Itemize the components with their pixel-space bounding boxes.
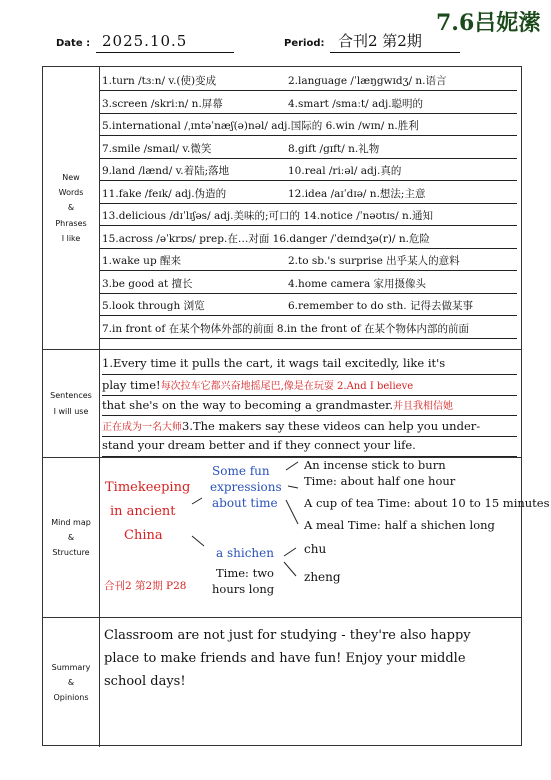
sentence-text: that she's on the way to becoming a grandmaster. bbox=[102, 398, 394, 412]
vocab-entry: 9.land /lænd/ v.着陆;落地 bbox=[102, 165, 230, 177]
vocab-label bbox=[43, 67, 100, 349]
vocab-entry: 5.international /ˌɪntəˈnæʃ(ə)nəl/ adj.国际的 6.win /wɪn/ n.胜利 bbox=[102, 120, 419, 132]
vocab-entry: 8.gift /gɪft/ n.礼物 bbox=[288, 142, 380, 155]
vocab-content bbox=[100, 67, 521, 349]
mindmap-branch-shichen: a shichen bbox=[216, 546, 274, 560]
sentence-translation: 正在成为一名大师 bbox=[102, 421, 182, 433]
summary-label-line: Opinions bbox=[53, 693, 89, 703]
vocab-entry: 7.smile /smaɪl/ v.微笑 bbox=[102, 142, 212, 155]
mindmap-branch-expressions: Some fun bbox=[212, 464, 270, 478]
vocab-label-line: I like bbox=[61, 233, 81, 243]
connector bbox=[288, 486, 298, 488]
mindmap-leaf: hours long bbox=[212, 582, 275, 596]
mindmap-label bbox=[43, 458, 100, 617]
vocab-label-line: New bbox=[62, 173, 80, 183]
vocab-line bbox=[100, 253, 517, 271]
vocab-row bbox=[43, 67, 521, 349]
vocab-line bbox=[100, 96, 517, 114]
vocab-line bbox=[100, 231, 517, 249]
vocab-entry: 7.in front of 在某个物体外部的前面 8.in the front of 在某个物体内部的前面 bbox=[102, 322, 470, 335]
summary-label bbox=[43, 618, 100, 747]
mindmap-row bbox=[43, 457, 550, 617]
connector bbox=[192, 536, 204, 546]
mindmap-topic: in ancient bbox=[110, 504, 176, 519]
vocab-entry: 6.remember to do sth. 记得去做某事 bbox=[288, 300, 473, 312]
mindmap-leaf: An incense stick to burn bbox=[304, 458, 446, 472]
sentence-line bbox=[102, 397, 517, 416]
worksheet-table bbox=[42, 66, 550, 746]
summary-row bbox=[43, 617, 521, 747]
mindmap-leaf: Time: about half one hour bbox=[304, 474, 456, 488]
period-label: Period: bbox=[284, 38, 325, 49]
connector bbox=[286, 462, 298, 470]
vocab-entry: 15.across /əˈkrɒs/ prep.在…对面 16.danger /ˈdeɪndʒə(r)/ n.危险 bbox=[102, 232, 430, 245]
mindmap-label-line: Mind map bbox=[51, 517, 91, 527]
vocab-entry: 3.screen /skriːn/ n.屏幕 bbox=[102, 97, 223, 110]
vocab-entry: 1.wake up 醒来 bbox=[102, 255, 182, 267]
vocab-line bbox=[100, 163, 517, 181]
sentences-label-line: I will use bbox=[53, 406, 89, 416]
mindmap-branch-expressions: about time bbox=[212, 496, 278, 510]
sentence-line bbox=[102, 418, 517, 437]
date-label: Date : bbox=[56, 38, 91, 49]
vocab-label-line: & bbox=[67, 203, 75, 213]
sentences-row bbox=[43, 349, 521, 457]
mindmap-topic: China bbox=[124, 528, 163, 543]
vocab-entry: 11.fake /feɪk/ adj.伪造的 bbox=[102, 187, 227, 200]
vocab-label-line: Words bbox=[58, 188, 84, 198]
sentence-text: stand your dream better and if they connect your life. bbox=[102, 438, 416, 452]
vocab-line bbox=[100, 208, 517, 226]
vocab-entry: 2.language /ˈlæŋgwɪdʒ/ n.语言 bbox=[288, 75, 447, 87]
vocab-entry: 3.be good at 擅长 bbox=[102, 277, 193, 290]
summary-text: Classroom are not just for studying - they're also happy place to make friends and have fun! Enjoy your middle school days! bbox=[104, 628, 471, 689]
connector bbox=[284, 562, 296, 576]
sentence-line bbox=[102, 356, 517, 375]
mindmap-label-line: Structure bbox=[52, 548, 90, 558]
sentences-content bbox=[100, 350, 521, 457]
date-value: 2025.10.5 bbox=[102, 32, 188, 50]
vocab-line bbox=[100, 298, 517, 316]
vocab-entry: 4.smart /smaːt/ adj.聪明的 bbox=[288, 97, 424, 110]
connector bbox=[284, 548, 296, 556]
connector bbox=[192, 498, 202, 504]
mindmap-label-line: & bbox=[67, 532, 75, 542]
vocab-entry: 2.to sb.'s surprise 出乎某人的意料 bbox=[288, 255, 460, 267]
vocab-entry: 12.idea /aɪˈdɪə/ n.想法;主意 bbox=[288, 187, 426, 200]
vocab-line bbox=[100, 321, 517, 339]
vocab-entry: 13.delicious /dɪˈlɪʃəs/ adj.美味的;可口的 14.notice /ˈnəʊtɪs/ n.通知 bbox=[102, 210, 434, 222]
sentence-line bbox=[102, 438, 517, 457]
vocab-line bbox=[100, 186, 517, 204]
sentence-translation: 每次拉车它都兴奋地摇尾巴,像是在玩耍 2.And I believe bbox=[160, 380, 414, 392]
vocab-entry: 10.real /riːəl/ adj.真的 bbox=[288, 165, 402, 177]
summary-label-line: & bbox=[67, 677, 75, 687]
vocab-line bbox=[100, 141, 517, 159]
mindmap-content bbox=[100, 458, 550, 617]
mindmap-leaf: A meal Time: half a shichen long bbox=[304, 518, 495, 532]
connector bbox=[286, 500, 298, 524]
mindmap-connectors bbox=[100, 458, 520, 618]
date-underline bbox=[96, 52, 234, 53]
sentences-label bbox=[43, 350, 100, 457]
mindmap-leaf: zheng bbox=[304, 570, 341, 584]
period-underline bbox=[330, 52, 460, 53]
vocab-line bbox=[100, 73, 517, 91]
mindmap-leaf: chu bbox=[304, 542, 327, 556]
vocab-label-line: Phrases bbox=[55, 218, 87, 228]
sentence-text: play time! bbox=[102, 377, 161, 392]
vocab-line bbox=[100, 118, 517, 136]
mindmap-leaf: Time: two bbox=[216, 566, 274, 580]
mindmap-source: 合刊2 第2期 P28 bbox=[104, 580, 187, 592]
sentence-text: 3.The makers say these videos can help you under- bbox=[182, 418, 481, 433]
vocab-entry: 1.turn /tɜːn/ v.(使)变成 bbox=[102, 75, 217, 87]
sentence-line bbox=[102, 377, 517, 396]
vocab-entry: 4.home camera 家用摄像头 bbox=[288, 277, 427, 290]
mindmap-leaf: A cup of tea Time: about 10 to 15 minutes bbox=[304, 496, 550, 510]
mindmap-topic: Timekeeping bbox=[105, 480, 191, 495]
vocab-entry: 5.look through 浏览 bbox=[102, 300, 205, 312]
student-name: 7.6吕妮潆 bbox=[436, 10, 541, 36]
mindmap-branch-expressions: expressions bbox=[210, 480, 282, 494]
sentence-text: 1.Every time it pulls the cart, it wags tail excitedly, like it's bbox=[102, 356, 446, 370]
vocab-line bbox=[100, 276, 517, 294]
sentences-label-line: Sentences bbox=[50, 391, 92, 401]
summary-content bbox=[100, 618, 521, 747]
summary-label-line: Summary bbox=[51, 662, 91, 672]
sentence-translation: 并且我相信她 bbox=[393, 401, 454, 412]
period-value: 合刊2 第2期 bbox=[338, 32, 422, 50]
